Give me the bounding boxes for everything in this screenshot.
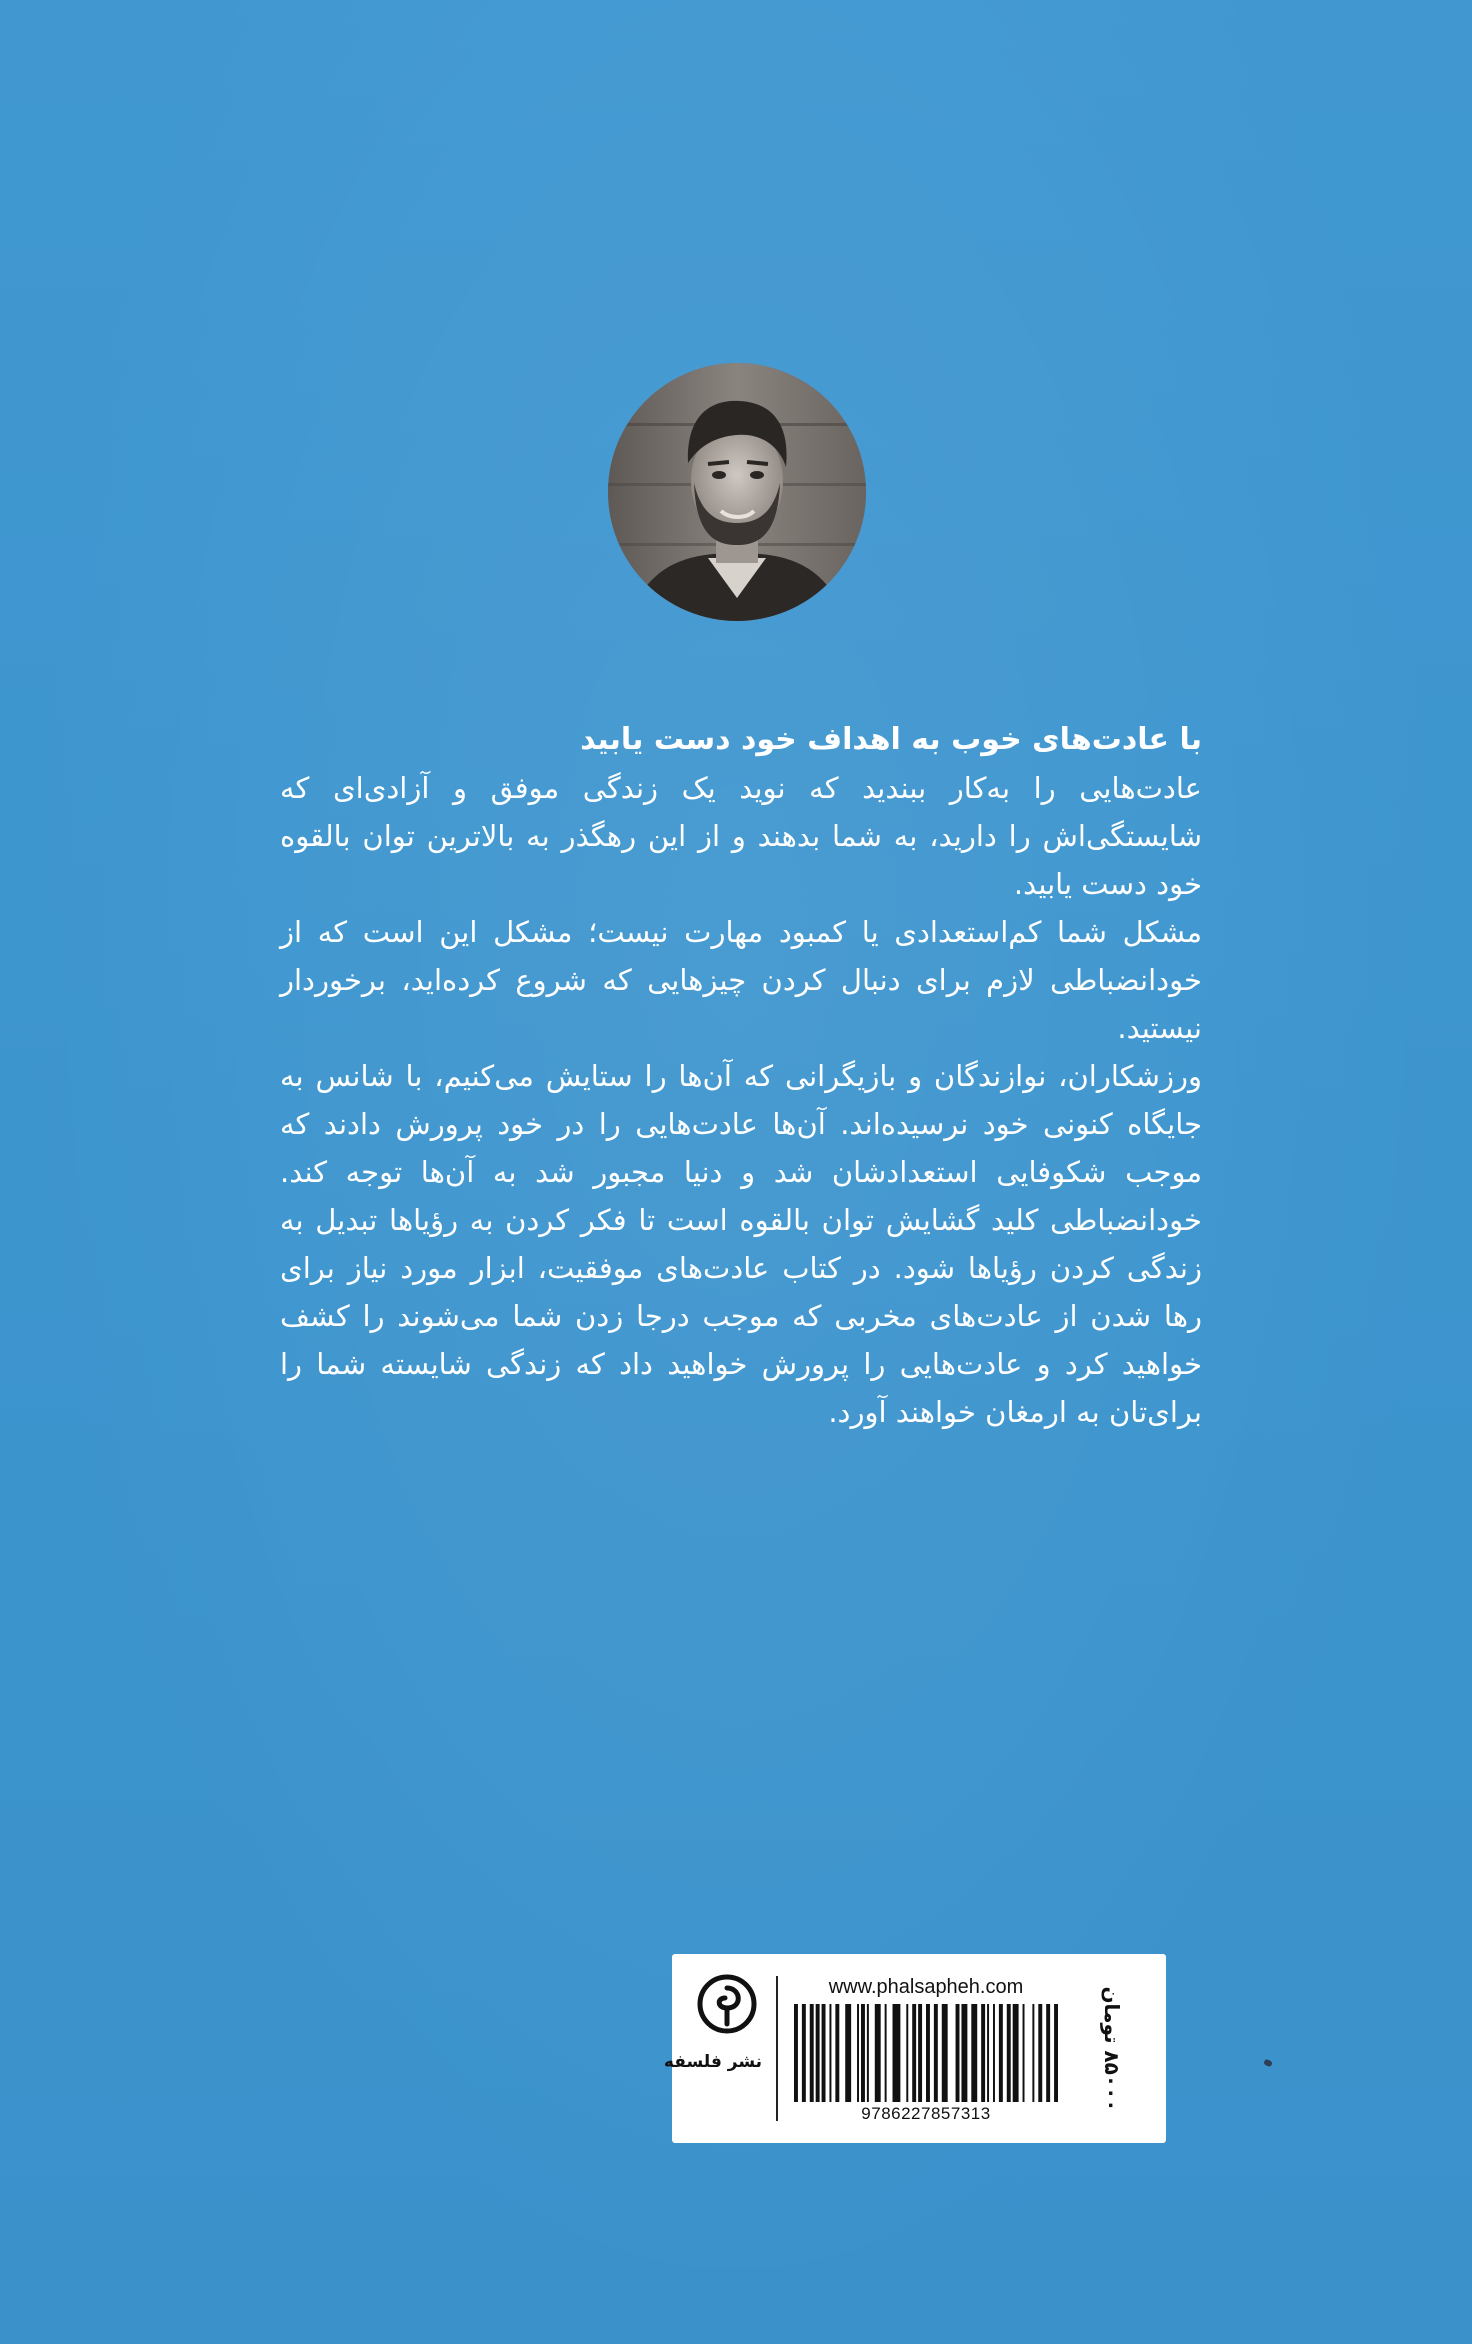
blurb-paragraph: ورزشکاران، نوازندگان و بازیگرانی که آن‌ها را ستایش می‌کنیم، با شانس به جایگاه کنونی خود نرسیده‌اند. آن‌ها عادت‌هایی را در خود پرورش دادند که موجب شکوفایی استعدادشان شد و دنیا مجبور شد به آن‌ها توجه کند. خودانضباطی کلید گشایش توان بالقوه است تا فکر کردن به رؤیاها تبدیل به زندگی کردن رؤیاها شود. در کتاب عادت‌های موفقیت، ابزار مورد نیاز برای رها شدن از عادت‌های مخربی که موجب درجا زدن شما می‌شوند را کشف خواهید کرد و عادت‌هایی را پرورش خواهید داد که زندگی شایسته شما را برای‌تان به ارمغان خواهند آورد.: [280, 1059, 1202, 1429]
barcode-bar: [1007, 2004, 1011, 2102]
barcode-bar: [981, 2004, 985, 2102]
barcode-bar: [875, 2004, 881, 2102]
isbn-barcode: [794, 2004, 1058, 2102]
barcode-bar: [942, 2004, 948, 2102]
price-tag: ۸۵۰۰۰ تومان: [1100, 1986, 1124, 2112]
barcode-bar: [987, 2004, 989, 2102]
barcode-bar: [993, 2004, 995, 2102]
barcode-bar: [857, 2004, 859, 2102]
barcode-bar: [912, 2004, 916, 2102]
barcode-label: [663, 1954, 1166, 2143]
barcode-bar: [999, 2004, 1003, 2102]
divider: [776, 1976, 778, 2121]
barcode-bar: [810, 2004, 814, 2102]
barcode-bar: [845, 2004, 851, 2102]
barcode-bar: [971, 2004, 977, 2102]
barcode-bar: [934, 2004, 938, 2102]
barcode-bar: [794, 2004, 798, 2102]
publisher-website: www.phalsapheh.com: [828, 1976, 1024, 1998]
blurb-text: [280, 716, 1202, 1436]
publisher-logo: [663, 1974, 762, 2124]
publisher-logo-icon: [697, 1974, 757, 2034]
print-speck: [1263, 2059, 1273, 2068]
barcode-bar: [802, 2004, 806, 2102]
barcode-bar: [835, 2004, 839, 2102]
barcode-bar: [1054, 2004, 1058, 2102]
blurb-headline: با عادت‌های خوب به اهداف خود دست یابید: [580, 722, 1202, 757]
barcode-bar: [926, 2004, 930, 2102]
barcode-bar: [918, 2004, 922, 2102]
blurb-paragraph: مشکل شما کم‌استعدادی یا کمبود مهارت نیست؛ مشکل این است که از خودانضباطی لازم برای دنبال کردن چیزهایی که شروع کرده‌اید، برخوردار نیستید.: [280, 915, 1202, 1045]
barcode-bar: [1032, 2004, 1034, 2102]
barcode-bar: [816, 2004, 820, 2102]
barcode-bar: [822, 2004, 826, 2102]
isbn-number: 9786227857313: [861, 2104, 991, 2123]
author-photo: [608, 363, 866, 621]
barcode-bar: [861, 2004, 865, 2102]
barcode-bar: [1023, 2004, 1025, 2102]
barcode-bar: [1013, 2004, 1019, 2102]
barcode-bar: [829, 2004, 831, 2102]
blurb-paragraph: عادت‌هایی را به‌کار ببندید که نوید یک زندگی موفق و آزادی‌ای که شایستگی‌اش را دارید، به شما بدهند و از این رهگذر به بالاترین توان بالقوه خود دست یابید.: [280, 771, 1202, 901]
barcode-bar: [1046, 2004, 1050, 2102]
author-photo-illustration: [608, 363, 866, 621]
barcode-bar: [867, 2004, 869, 2102]
barcode-bar: [893, 2004, 901, 2102]
barcode-bar: [956, 2004, 960, 2102]
barcode-bar: [961, 2004, 967, 2102]
barcode-bar: [1038, 2004, 1042, 2102]
barcode-bar: [906, 2004, 908, 2102]
publisher-name: نشر فلسفه: [663, 2052, 762, 2072]
barcode-bar: [885, 2004, 887, 2102]
